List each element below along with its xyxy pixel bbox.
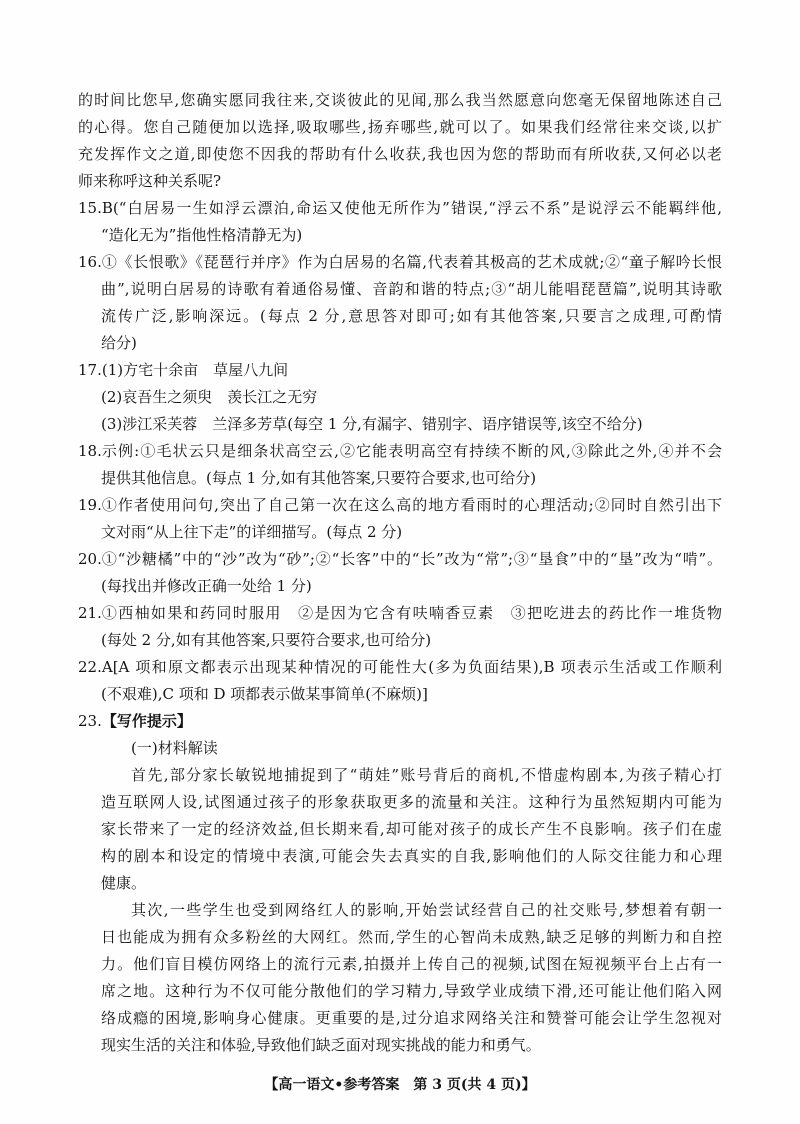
question-number: 16. (78, 253, 102, 271)
question-number: 15. (78, 199, 102, 217)
answer-18 (78, 438, 722, 492)
answer-text: 示例:①毛状云只是细条状高空云,②它能表明高空有持续不断的风,③除此之外,④并不会 (101, 442, 722, 460)
answer-23 (78, 708, 722, 1059)
paragraph-line: 首先,部分家长敏锐地捕捉到了“萌娃”账号背后的商机,不惜虚构剧本,为孩子精心打 (131, 766, 722, 784)
answer-line: “造化无为”指他性格清静无为) (101, 226, 303, 244)
answer-first-line (78, 546, 722, 573)
paragraph-line: 的心得。您自己随便加以选择,吸取哪些,扬弃哪些,就可以了。如果我们经常往来交谈,以扩 (78, 118, 722, 136)
answer-15 (78, 195, 722, 249)
paragraph-line: 现实生活的关注和体验,导致他们缺乏面对现实挑战的能力和勇气。 (101, 1036, 541, 1054)
page-footer: 【高一语文•参考答案 第 3 页(共 4 页)】 (264, 1077, 536, 1093)
answer-text: B(“白居易一生如浮云漂泊,命运又使他无所作为”错误,“浮云不系”是说浮云不能羁绊他, (101, 199, 722, 217)
answer-text: ①作者使用问句,突出了自己第一次在这么高的地方看雨时的心理活动;②同时自然引出下 (101, 496, 722, 514)
answer-text: ①西柚如果和药同时服用 ②是因为它含有呋喃香豆素 ③把吃进去的药比作一堆货物 (101, 604, 722, 622)
question-number: 19. (78, 496, 102, 514)
paragraph-line: 充发挥作文之道,即使您不因我的帮助有什么收获,我也因为您的帮助而有所收获,又何必以老 (78, 145, 722, 163)
paragraph-line: 造互联网人设,试图通过孩子的形象获取更多的流量和关注。这种行为虽然短期内可能为 (101, 793, 722, 811)
paragraph-line: 其次,一些学生也受到网络红人的影响,开始尝试经营自己的社交账号,梦想着有朝一 (131, 901, 722, 919)
answer-line: 曲”,说明白居易的诗歌有着通俗易懂、音韵和谐的特点;③“胡儿能唱琵琶篇”,说明其诗歌 (101, 280, 722, 298)
writing-paragraph-first (78, 762, 722, 897)
answer-line: (2)哀吾生之须臾 羡长江之无穷 (101, 388, 318, 406)
answer-line: 文对雨“从上往下走”的详细描写。(每点 2 分) (101, 523, 403, 541)
paragraph-line: 席之地。这种行为不仅可能分散他们的学习精力,导致学业成绩下滑,还可能让他们陷入网 (101, 982, 722, 1000)
answer-text: A[A 项和原文都表示出现某种情况的可能性大(多为负面结果),B 项表示生活或工作顺利 (101, 658, 722, 676)
question-number: 21. (78, 604, 102, 622)
section-heading: 【写作提示】 (101, 712, 192, 730)
answer-21 (78, 600, 722, 654)
answer-first-line (78, 249, 722, 276)
paragraph-line: 构的剧本和设定的情境中表演,可能会失去真实的自我,影响他们的人际交往能力和心理 (101, 847, 722, 865)
paragraph-line: 络成瘾的困境,影响身心健康。更重要的是,过分追求网络关注和赞誉可能会让学生忽视对 (101, 1009, 722, 1027)
answer-first-line (78, 600, 722, 627)
answer-content (78, 87, 722, 1059)
question-number: 23. (78, 712, 102, 730)
answer-line: (3)涉江采芙蓉 兰泽多芳草(每空 1 分,有漏字、错别字、语序错误等,该空不给分) (101, 415, 643, 433)
answer-16 (78, 249, 722, 357)
paragraph-line: 健康。 (101, 874, 147, 892)
paragraph-line: 家长带来了一定的经济效益,但长期来看,却可能对孩子的成长产生不良影响。孩子们在虚 (101, 820, 722, 838)
answer-first-line (78, 708, 722, 735)
answer-19 (78, 492, 722, 546)
answer-first-line (78, 357, 722, 384)
answer-17 (78, 357, 722, 438)
answer-22 (78, 654, 722, 708)
answer-text: ①“沙糖橘”中的“沙”改为“砂”;②“长客”中的“长”改为“常”;③“垦食”中的“垦”改为“啃”。 (101, 550, 722, 568)
answer-first-line (78, 492, 722, 519)
answer-text: ①《长恨歌》《琵琶行并序》作为白居易的名篇,代表着其极高的艺术成就;②“童子解吟长恨 (101, 253, 722, 271)
question-number: 18. (78, 442, 102, 460)
answer-first-line (78, 195, 722, 222)
answer-line: (不艰难),C 项和 D 项都表示做某事简单(不麻烦)] (101, 685, 428, 703)
answer-line: 给分) (101, 334, 137, 352)
answer-line: 提供其他信息。(每点 1 分,如有其他答案,只要符合要求,也可给分) (101, 469, 537, 487)
paragraph-line: 师来称呼这种关系呢? (78, 172, 222, 190)
answer-first-line (78, 654, 722, 681)
answer-first-line (78, 438, 722, 465)
answer-line: 流传广泛,影响深远。(每点 2 分,意思答对即可;如有其他答案,只要言之成理,可酌情 (101, 307, 722, 325)
answer-line: (每处 2 分,如有其他答案,只要符合要求,也可给分) (101, 631, 432, 649)
question-number: 20. (78, 550, 102, 568)
paragraph-line: 日也能成为拥有众多粉丝的大网红。然而,学生的心智尚未成熟,缺乏足够的判断力和自控 (101, 928, 722, 946)
section-subheading: (一)材料解读 (131, 739, 218, 757)
paragraph-line: 的时间比您早,您确实愿同我往来,交谈彼此的见闻,那么我当然愿意向您毫无保留地陈述自己 (78, 91, 722, 109)
translation-paragraph (78, 87, 722, 195)
writing-paragraph-second (78, 897, 722, 1059)
answer-20 (78, 546, 722, 600)
paragraph-line: 力。他们盲目模仿网络上的流行元素,拍摄并上传自己的视频,试图在短视频平台上占有一 (101, 955, 722, 973)
question-number: 22. (78, 658, 102, 676)
question-number: 17. (78, 361, 102, 379)
answer-line: (每找出并修改正确一处给 1 分) (101, 577, 312, 595)
answer-text: (1)方宅十余亩 草屋八九间 (101, 361, 289, 379)
